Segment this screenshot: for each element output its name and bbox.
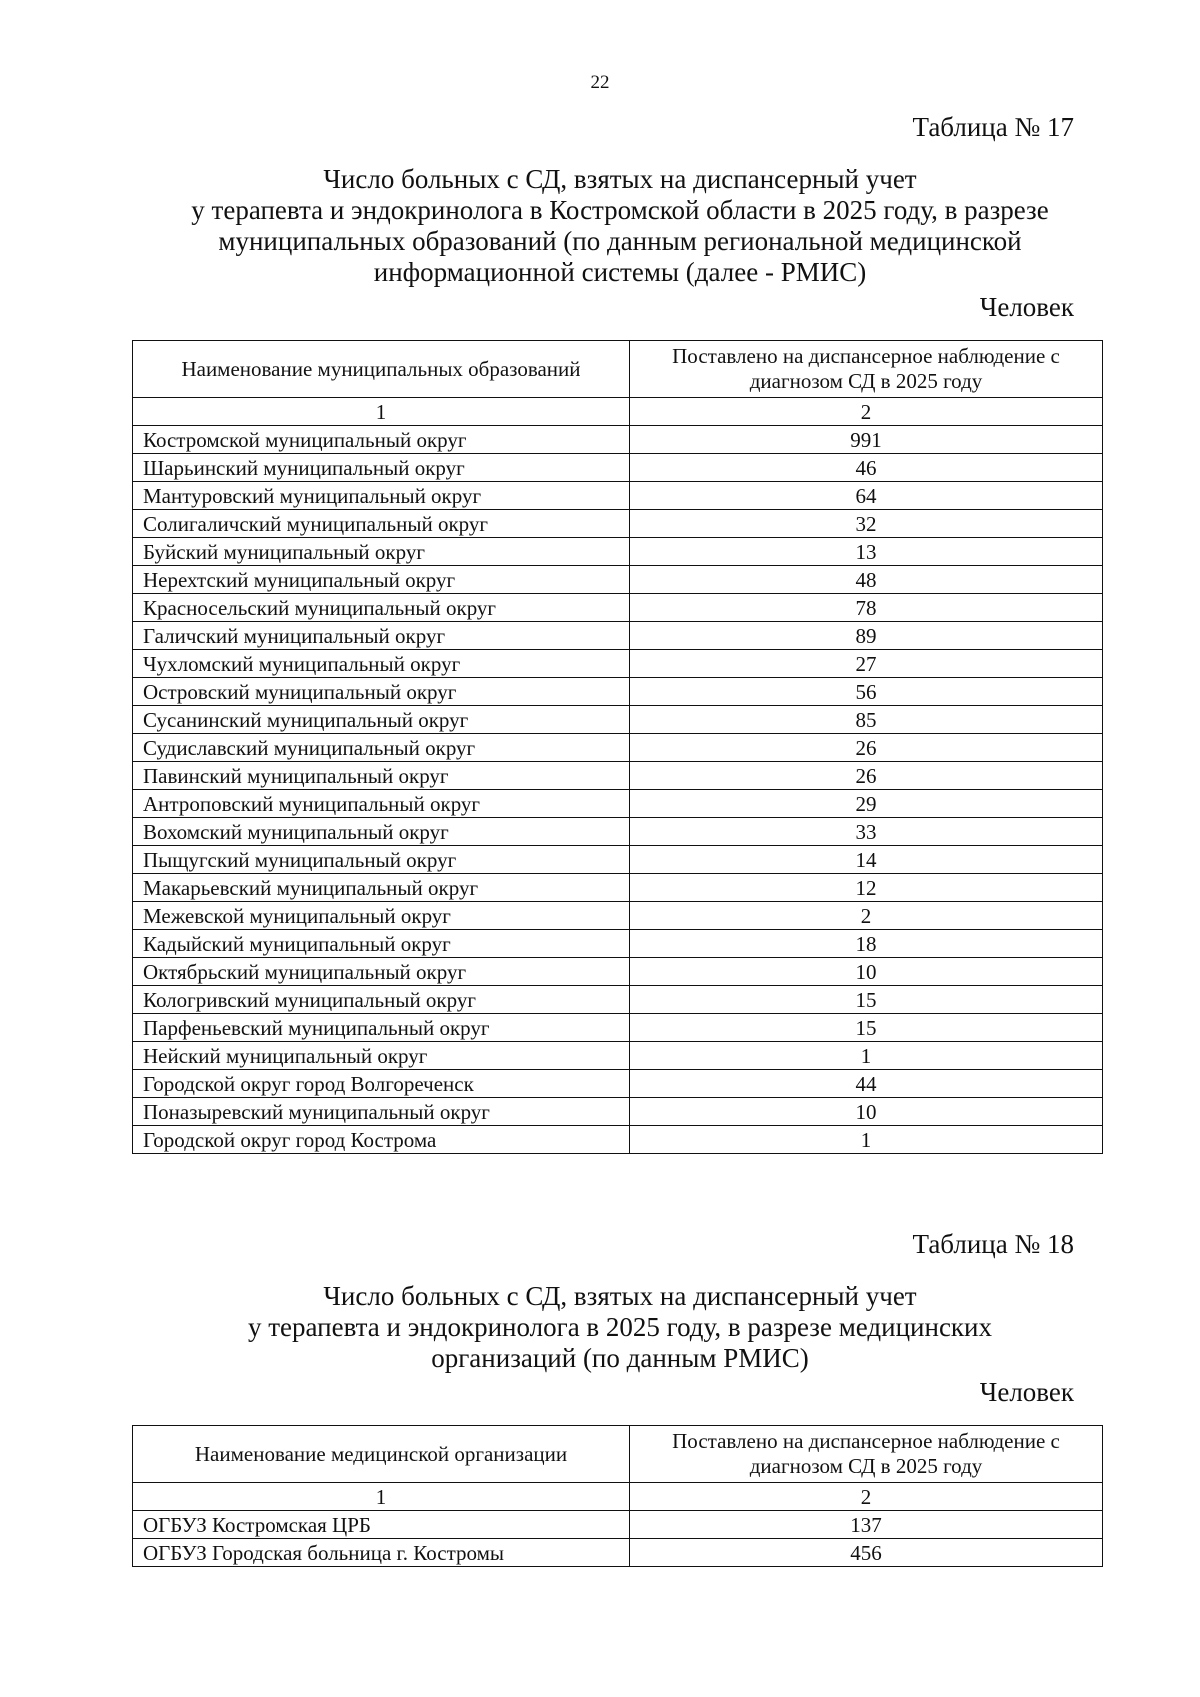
row-value-cell: 18 [630,930,1103,958]
row-value-cell: 1 [630,1126,1103,1154]
row-value-cell: 137 [630,1511,1103,1539]
row-value-cell: 15 [630,986,1103,1014]
table-row [133,594,1103,622]
table-row [133,426,1103,454]
row-name-cell: Поназыревский муниципальный округ [133,1098,630,1126]
table-row [133,986,1103,1014]
row-value-cell: 13 [630,538,1103,566]
row-value-cell: 85 [630,706,1103,734]
row-name-cell: Нерехтский муниципальный округ [133,566,630,594]
column-number: 2 [630,398,1103,426]
table-row [133,1070,1103,1098]
row-name-cell: Солигаличский муниципальный округ [133,510,630,538]
table-row [133,958,1103,986]
row-value-cell: 29 [630,790,1103,818]
table-header-row [133,1426,1103,1483]
header-cell-name: Наименование медицинской организации [133,1426,630,1483]
table-row [133,1014,1103,1042]
header-cell-value: Поставлено на диспансерное наблюдение с диагнозом СД в 2025 году [630,1426,1103,1483]
table-row [133,1511,1103,1539]
row-value-cell: 56 [630,678,1103,706]
row-name-cell: Сусанинский муниципальный округ [133,706,630,734]
table-row [133,538,1103,566]
row-value-cell: 33 [630,818,1103,846]
row-name-cell: Кадыйский муниципальный округ [133,930,630,958]
table-row [133,566,1103,594]
table-row [133,1126,1103,1154]
caption-line: у терапевта и эндокринолога в Костромской области в 2025 году, в разрезе [191,195,1049,225]
page-number: 22 [590,72,610,93]
table-row [133,762,1103,790]
column-number-row [133,1483,1103,1511]
row-name-cell: Нейский муниципальный округ [133,1042,630,1070]
row-name-cell: Павинский муниципальный округ [133,762,630,790]
row-value-cell: 26 [630,734,1103,762]
row-name-cell: Мантуровский муниципальный округ [133,482,630,510]
caption-line: Число больных с СД, взятых на диспансерный учет [323,164,917,194]
table-row [133,930,1103,958]
table-18-unit: Человек [979,1377,1074,1407]
caption-line: организаций (по данным РМИС) [431,1343,809,1373]
caption-line: информационной системы (далее - РМИС) [373,257,867,287]
row-value-cell: 15 [630,1014,1103,1042]
row-name-cell: Городской округ город Волгореченск [133,1070,630,1098]
row-value-cell: 10 [630,958,1103,986]
table-row [133,510,1103,538]
row-name-cell: Вохомский муниципальный округ [133,818,630,846]
row-name-cell: Буйский муниципальный округ [133,538,630,566]
caption-line: у терапевта и эндокринолога в 2025 году, в разрезе медицинских [247,1312,993,1342]
table-18 [132,1425,1103,1567]
row-value-cell: 46 [630,454,1103,482]
table-row [133,902,1103,930]
row-value-cell: 27 [630,650,1103,678]
table-17-caption [100,164,1140,288]
row-name-cell: Красносельский муниципальный округ [133,594,630,622]
caption-line: муниципальных образований (по данным региональной медицинской [218,226,1022,256]
column-number: 1 [133,1483,630,1511]
caption-line: Число больных с СД, взятых на диспансерный учет [323,1281,917,1311]
row-name-cell: Галичский муниципальный округ [133,622,630,650]
row-name-cell: Октябрьский муниципальный округ [133,958,630,986]
row-value-cell: 64 [630,482,1103,510]
row-value-cell: 1 [630,1042,1103,1070]
row-name-cell: Чухломский муниципальный округ [133,650,630,678]
table-row [133,706,1103,734]
table-17 [132,340,1103,1154]
table-row [133,818,1103,846]
row-name-cell: ОГБУЗ Городская больница г. Костромы [133,1539,630,1567]
row-name-cell: Шарьинский муниципальный округ [133,454,630,482]
row-name-cell: Костромской муниципальный округ [133,426,630,454]
row-name-cell: Парфеньевский муниципальный округ [133,1014,630,1042]
table-17-label: Таблица № 17 [912,112,1074,142]
table-18-caption [100,1281,1140,1374]
row-value-cell: 44 [630,1070,1103,1098]
table-row [133,846,1103,874]
row-value-cell: 456 [630,1539,1103,1567]
row-value-cell: 2 [630,902,1103,930]
row-name-cell: Антроповский муниципальный округ [133,790,630,818]
table-row [133,1098,1103,1126]
table-row [133,1539,1103,1567]
table-row [133,734,1103,762]
table-row [133,1042,1103,1070]
table-row [133,678,1103,706]
row-value-cell: 78 [630,594,1103,622]
row-name-cell: Островский муниципальный округ [133,678,630,706]
row-value-cell: 32 [630,510,1103,538]
table-row [133,790,1103,818]
row-value-cell: 991 [630,426,1103,454]
table-header-row [133,341,1103,398]
header-cell-name: Наименование муниципальных образований [133,341,630,398]
row-value-cell: 14 [630,846,1103,874]
header-cell-value: Поставлено на диспансерное наблюдение с диагнозом СД в 2025 году [630,341,1103,398]
row-name-cell: Пыщугский муниципальный округ [133,846,630,874]
table-row [133,622,1103,650]
row-name-cell: Межевской муниципальный округ [133,902,630,930]
row-name-cell: Макарьевский муниципальный округ [133,874,630,902]
table-row [133,874,1103,902]
column-number-row [133,398,1103,426]
table-row [133,454,1103,482]
column-number: 2 [630,1483,1103,1511]
row-name-cell: ОГБУЗ Костромская ЦРБ [133,1511,630,1539]
row-name-cell: Городской округ город Кострома [133,1126,630,1154]
column-number: 1 [133,398,630,426]
row-value-cell: 48 [630,566,1103,594]
row-value-cell: 26 [630,762,1103,790]
row-value-cell: 89 [630,622,1103,650]
row-value-cell: 10 [630,1098,1103,1126]
table-row [133,650,1103,678]
row-name-cell: Судиславский муниципальный округ [133,734,630,762]
table-row [133,482,1103,510]
row-value-cell: 12 [630,874,1103,902]
table-17-unit: Человек [979,292,1074,322]
row-name-cell: Кологривский муниципальный округ [133,986,630,1014]
table-18-label: Таблица № 18 [912,1229,1074,1259]
